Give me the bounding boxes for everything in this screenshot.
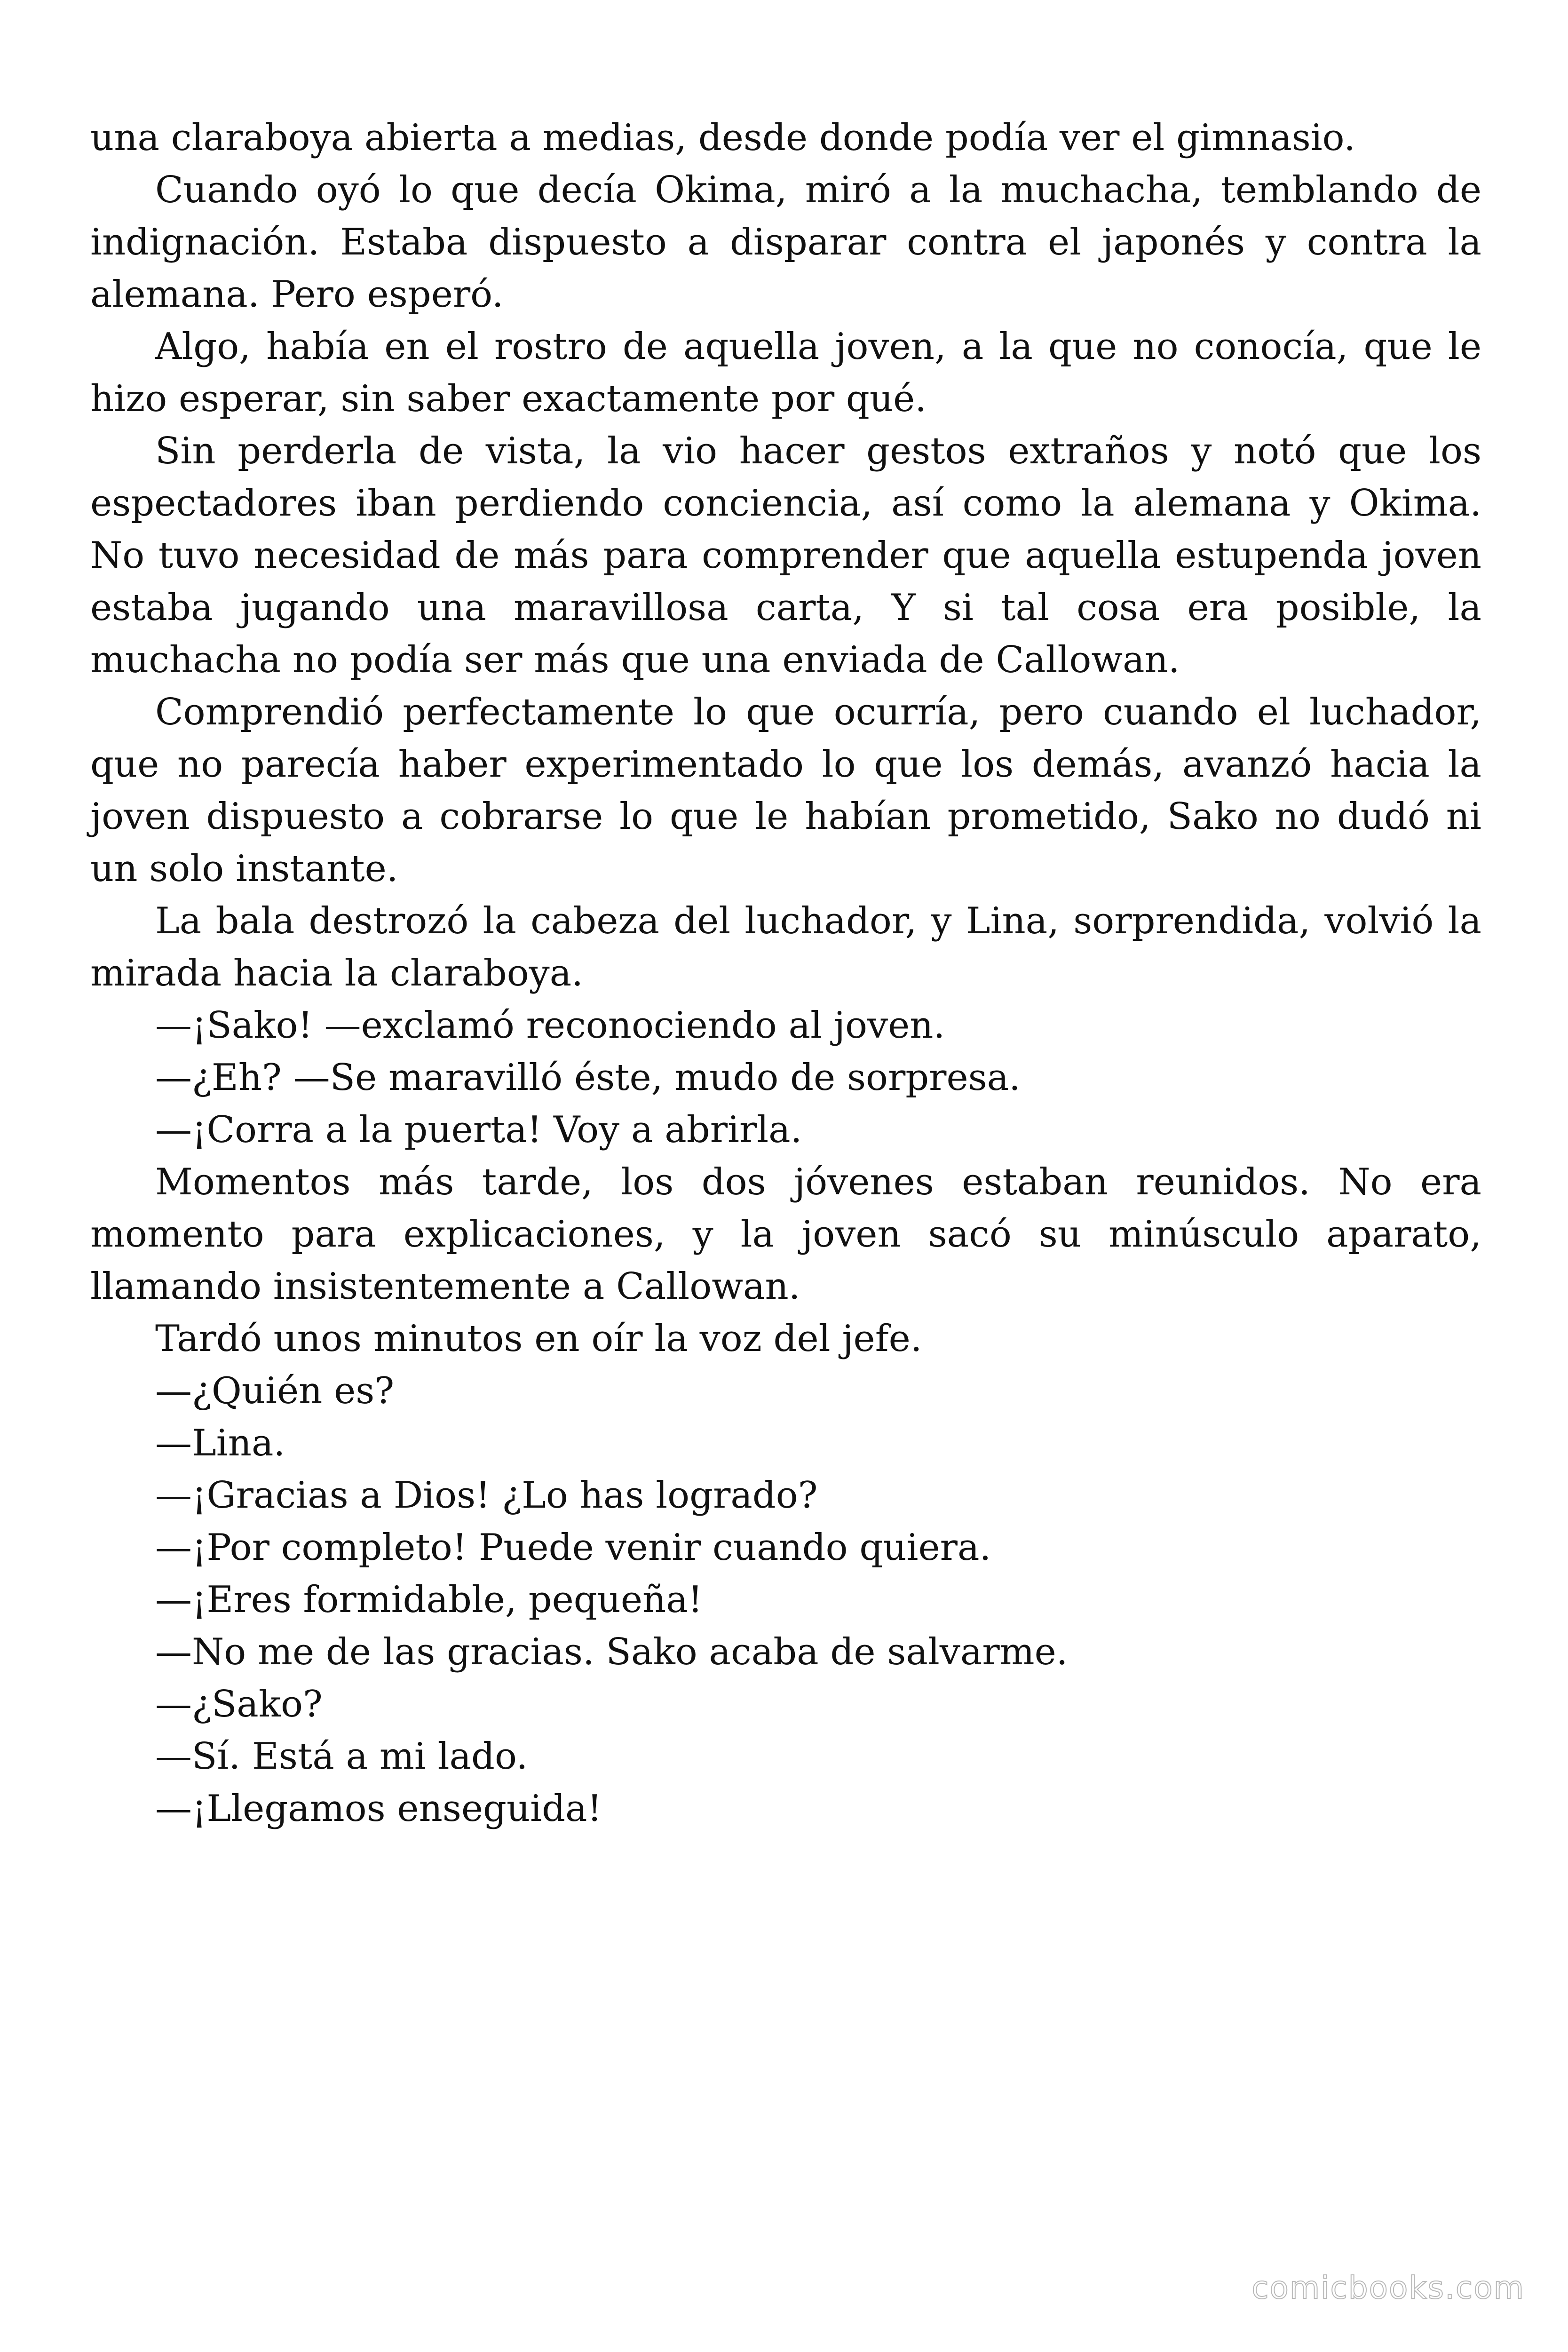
dialogue-line: —¡Sako! —exclamó reconociendo al joven. xyxy=(155,1004,945,1047)
dialogue-line: —¿Quién es? xyxy=(155,1370,395,1412)
paragraph: La bala destrozó la cabeza del luchador, y Lina, sorprendida, volvió la mirada hacia la claraboya. xyxy=(90,900,1481,994)
paragraph: Sin perderla de vista, la vio hacer gestos extraños y notó que los espectadores iban perdiendo conciencia, así como la alemana y Okima. No tuvo necesidad de más para comprender que aquella estupenda joven estaba jugando una maravillosa carta, Y si tal cosa era posible, la muchacha no podía ser más que una enviada de Callowan. xyxy=(90,430,1481,681)
dialogue-line: —¿Eh? —Se maravilló éste, mudo de sorpresa. xyxy=(155,1057,1021,1099)
dialogue-line: —Sí. Está a mi lado. xyxy=(155,1735,528,1778)
dialogue-line: —¡Eres formidable, pequeña! xyxy=(155,1579,703,1621)
paragraph: Momentos más tarde, los dos jóvenes estaban reunidos. No era momento para explicaciones, y la joven sacó su minúsculo aparato, llamando insistentemente a Callowan. xyxy=(90,1161,1481,1308)
watermark: comicbooks.com xyxy=(1251,2270,1525,2306)
dialogue-line: —¿Sako? xyxy=(155,1683,323,1725)
dialogue-line: Tardó unos minutos en oír la voz del jefe. xyxy=(155,1318,922,1360)
body-text xyxy=(90,112,1481,1835)
dialogue-line: —¡Gracias a Dios! ¿Lo has logrado? xyxy=(155,1474,818,1517)
paragraph: una claraboya abierta a medias, desde donde podía ver el gimnasio. xyxy=(90,117,1356,159)
dialogue-line: —No me de las gracias. Sako acaba de salvarme. xyxy=(155,1631,1068,1673)
dialogue-line: —¡Corra a la puerta! Voy a abrirla. xyxy=(155,1109,802,1151)
dialogue-line: —¡Por completo! Puede venir cuando quiera. xyxy=(155,1526,991,1569)
paragraph: Comprendió perfectamente lo que ocurría, pero cuando el luchador, que no parecía haber experimentado lo que los demás, avanzó hacia la joven dispuesto a cobrarse lo que le habían prometido, Sako no dudó ni un solo instante. xyxy=(90,691,1481,890)
paragraph: Cuando oyó lo que decía Okima, miró a la muchacha, temblando de indignación. Estaba dispuesto a disparar contra el japonés y contra la alemana. Pero esperó. xyxy=(90,169,1481,316)
dialogue-line: —Lina. xyxy=(155,1422,285,1464)
dialogue-line: —¡Llegamos enseguida! xyxy=(155,1788,602,1830)
paragraph: Algo, había en el rostro de aquella joven, a la que no conocía, que le hizo esperar, sin saber exactamente por qué. xyxy=(90,326,1481,420)
